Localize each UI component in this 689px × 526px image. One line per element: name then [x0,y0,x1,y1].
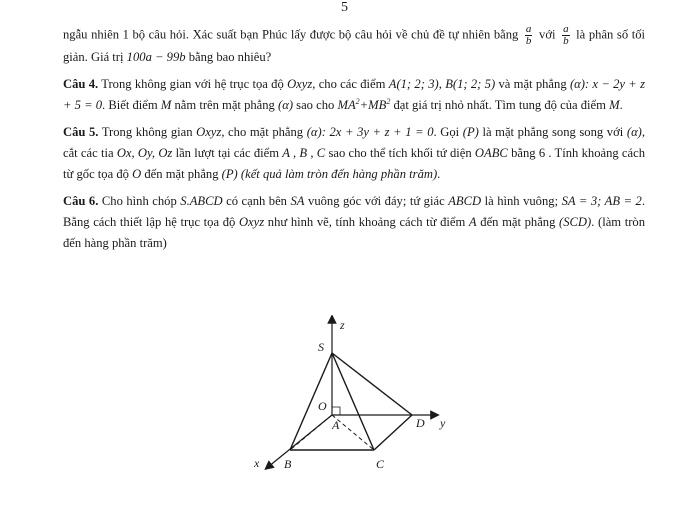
x-axis [268,415,332,467]
edge-SD-visible [332,353,412,415]
document-body [63,24,645,260]
intro-paragraph: ngẫu nhiên 1 bộ câu hỏi. Xác suất bạn Phúc lấy được bộ câu hỏi về chủ đề tự nhiên bằng $\frac{a}{b}$ với $\frac{a}{b}$ là phân số tối giản. Giá trị 100a − 99b bằng bao nhiêu? [63,23,645,64]
label-A: A [332,418,340,432]
label-B: B [284,457,292,471]
question-5: Câu 5. Trong không gian Oxyz, cho mặt phẳng (α): 2x + 3y + z + 1 = 0. Gọi (P) là mặt phẳng song song với (α), cắt các tia Ox, Oy, Oz lần lượt tại các điểm A , B , C sao cho thể tích khối tứ diện OABC bằng 6 . Tính khoảng cách từ gốc tọa độ O đến mặt phẳng (P) (kết quả làm tròn đến hàng phần trăm). [63,125,646,181]
label-z: z [340,318,345,332]
right-angle-mark [332,407,340,415]
question-6-label: Câu 6. [63,194,99,208]
edge-CD [374,415,412,450]
label-y: y [440,416,446,430]
pyramid-diagram [250,315,470,515]
pyramid-figure [250,315,470,515]
label-C: C [376,457,385,471]
question-4-label: Câu 4. [63,77,99,91]
edge-SC [332,353,374,450]
question-5-label: Câu 5. [63,125,99,139]
expression: 100a − 99b [126,50,186,64]
question-6: Câu 6. Cho hình chóp S.ABCD có cạnh bên SA vuông góc với đáy; tứ giác ABCD là hình vuông; SA = 3; AB = 2. Bằng cách thiết lập hệ trục tọa độ Oxyz như hình vẽ, tính khoảng cách từ điểm A đến mặt phẳng (SCD). (làm tròn đến hàng phần trăm) [63,194,645,250]
label-x: x [254,456,260,470]
fraction-a-b: $\frac{a}{b}$ [525,23,532,47]
label-S: S [318,340,324,354]
question-4: Câu 4. Trong không gian với hệ trục tọa độ Oxyz, cho các điểm A(1; 2; 3), B(1; 2; 5) và mặt phẳng (α): x − 2y + z + 5 = 0. Biết điểm M nằm trên mặt phẳng (α) sao cho $MA^2+MB^2$ đạt giá trị nhỏ nhất. Tìm tung độ của điểm M. [63,77,646,112]
label-D: D [416,416,425,430]
label-O: O [318,399,327,413]
fraction-a-b-2: $\frac{a}{b}$ [563,23,569,47]
page-number: 5 [341,0,348,15]
